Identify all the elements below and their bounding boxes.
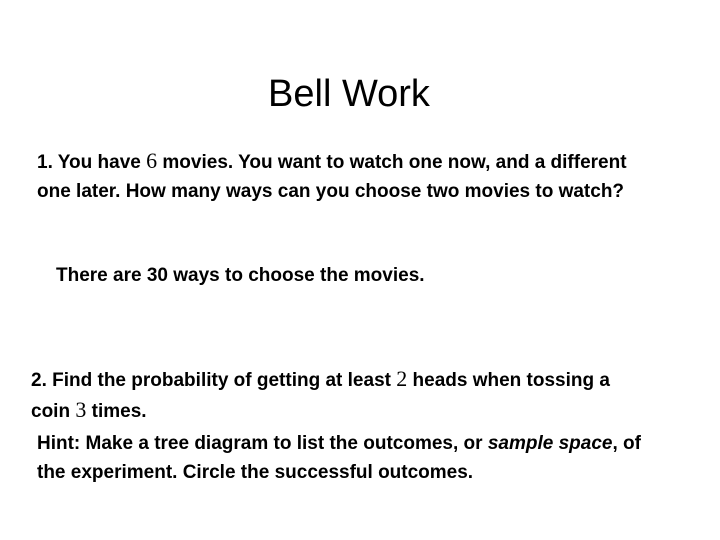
question-2-suffix: times. <box>86 401 147 422</box>
hint-prefix: Hint: Make a tree diagram to list the outcomes, or <box>37 433 488 454</box>
question-2-number-1: 2 <box>396 366 408 391</box>
question-2 <box>31 364 631 426</box>
answer-1: There are 30 ways to choose the movies. <box>56 265 425 286</box>
question-1-suffix: movies. You want to watch one now, and a different one later. How many ways can you choose two movies to watch? <box>37 152 627 202</box>
question-2-middle: heads when tossing a coin <box>31 370 610 422</box>
hint-suffix: , of the experiment. Circle the successful outcomes. <box>37 433 641 483</box>
question-2-prefix: 2. Find the probability of getting at least <box>31 370 397 391</box>
question-1-prefix: 1. You have <box>37 152 147 173</box>
question-1-number: 6 <box>146 148 158 173</box>
hint-emphasis: sample space <box>487 433 613 454</box>
slide-title: Bell Work <box>268 73 430 115</box>
question-2-number-2: 3 <box>75 397 87 422</box>
question-1 <box>37 146 637 206</box>
hint <box>37 429 657 487</box>
